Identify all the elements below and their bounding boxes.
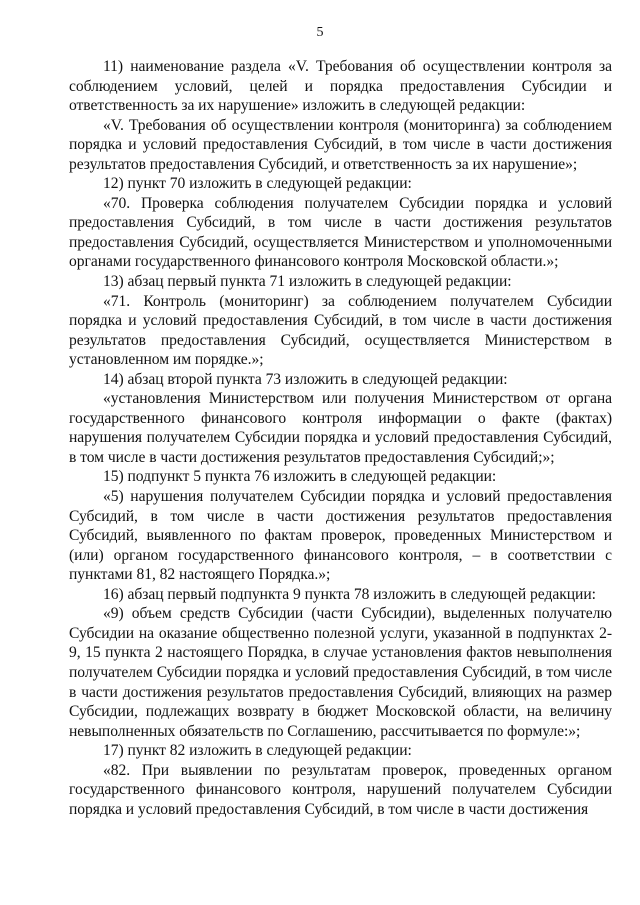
paragraph-item-11: 11) наименование раздела «V. Требования об осуществлении контроля за соблюдением условий, целей и порядка предоставления Субсидии и ответственность за их нарушение» изложить в следующей редакции: — [69, 58, 612, 115]
paragraph-subpoint-5: «5) нарушения получателем Субсидии порядка и условий предоставления Субсидий, в том числе в части достижения результатов предоставления Субсидий, выявленного по фактам проверок, проведенных Министерством и (или) органом государственного финансового контроля, – в соответствии с пунктами 81, 82 настоящего Порядка.»; — [69, 488, 612, 584]
paragraph-point-82: «82. При выявлении по результатам проверок, проведенных органом государственного финансового контроля, нарушений получателем Субсидии порядка и условий предоставления Субсидий, в том числе в части достижения — [69, 761, 612, 818]
paragraph-item-13: 13) абзац первый пункта 71 изложить в следующей редакции: — [103, 273, 512, 291]
paragraph-subpoint-9: «9) объем средств Субсидии (части Субсидии), выделенных получателю Субсидии на оказание общественно полезной услуги, указанной в подпунктах 2-9, 15 пункта 2 настоящего Порядка, в случае установления фактов невыполнения получателем Субсидии порядка и условий предоставления Субсидий, в том числе в части достижения результатов предоставления Субсидий, влияющих на размер Субсидии, подлежащих возврату в бюджет Московской области, на величину невыполненных обязательств по Соглашению, рассчитывается по формуле:»; — [69, 605, 612, 740]
document-body — [69, 57, 612, 819]
page-number: 5 — [316, 25, 324, 40]
paragraph-item-14: 14) абзац второй пункта 73 изложить в следующей редакции: — [103, 370, 508, 388]
paragraph-point-70: «70. Проверка соблюдения получателем Субсидии порядка и условий предоставления Субсидий, в том числе в части достижения результатов предоставления Субсидий, осуществляется Министерством и уполномоченными органами государственного финансового контроля Московской области.»; — [69, 194, 612, 271]
paragraph-item-15: 15) подпункт 5 пункта 76 изложить в следующей редакции: — [103, 468, 497, 486]
paragraph-item-16: 16) абзац первый подпункта 9 пункта 78 изложить в следующей редакции: — [103, 585, 596, 603]
paragraph-point-73: «установления Министерством или получения Министерством от органа государственного финансового контроля информации о факте (фактах) нарушения получателем Субсидии порядка и условий предоставления Субсидий, в том числе в части достижения результатов предоставления Субсидий;»; — [69, 390, 612, 466]
paragraph-item-17: 17) пункт 82 изложить в следующей редакции: — [103, 742, 412, 760]
paragraph-point-71: «71. Контроль (мониторинг) за соблюдением получателем Субсидии порядка и условий предоставления Субсидий, в том числе в части достижения результатов предоставления Субсидий, осуществляется Министерством в установленном им порядке.»; — [69, 292, 612, 369]
paragraph-item-12: 12) пункт 70 изложить в следующей редакции: — [103, 175, 412, 193]
paragraph-section-v-title: «V. Требования об осуществлении контроля (мониторинга) за соблюдением порядка и условий предоставления Субсидий, в том числе в части достижения результатов предоставления Субсидий, и ответственность за их нарушение»; — [69, 116, 612, 173]
